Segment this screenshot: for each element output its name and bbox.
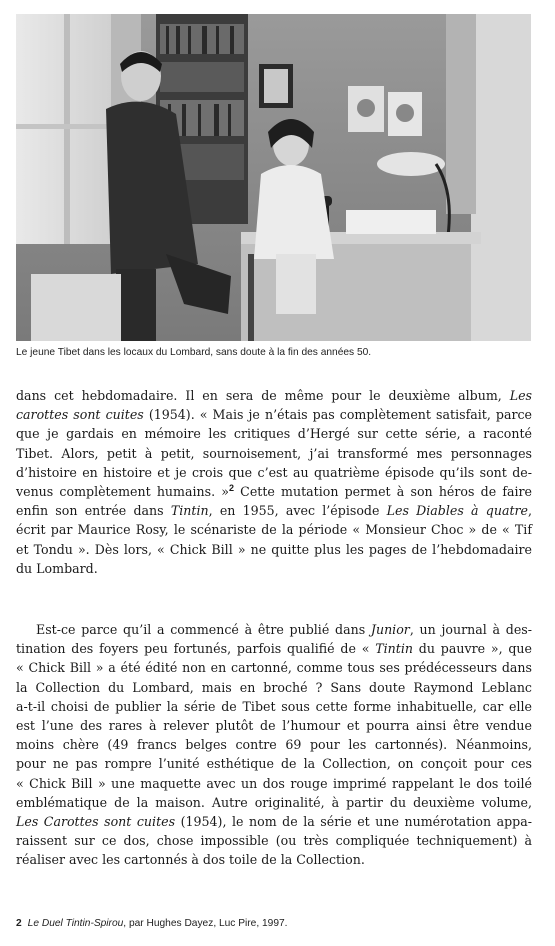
text-line: carottes sont cuites (1954). « Mais je n’étais pas complètement satisfait, parce [16, 407, 533, 423]
text-line: Tibet. Alors, petit à petit, sournoisement, j’ai transformé mes personnages [16, 445, 532, 461]
text-line: réaliser avec les cartonnés à dos toile de la Collection. [16, 852, 365, 868]
photograph [16, 14, 531, 341]
text-line: que je gardais en mémoire les critiques d’Hergé sur cette série, a raconté [16, 426, 532, 442]
text-line: a-t-il choisi de publier la série de Tibet sous cette forme inhabituelle, car elle [16, 698, 532, 714]
text-line: moins chère (49 francs belges contre 69 pour les cartonnés). Néanmoins, [16, 737, 532, 753]
text-line: la Collection du Lombard, mais en broché ? Sans doute Raymond Leblanc [16, 679, 532, 695]
text-line: venus complètement humains. »$^2$ Cette mutation permet à son héros de faire [16, 483, 532, 500]
text-line: « Chick Bill » une maquette avec un dos rouge imprimé rappelant le dos toilé [16, 775, 532, 791]
text-line: emblématique de la maison. Autre originalité, à partir du deuxième volume, [16, 794, 532, 810]
footnote-citation: , par Hughes Dayez, Luc Pire, 1997. [123, 918, 288, 929]
footnote-reference[interactable]: 2 [228, 483, 234, 494]
text-line: du Lombard. [16, 560, 98, 576]
text-line: écrit par Maurice Rosy, le scénariste de la période « Monsieur Choc » de « Tif [16, 522, 532, 538]
text-line: raissent sur ce dos, chose impossible (ou très compliquée techniquement) à [16, 833, 532, 849]
text-line: pour ne pas rompre l’unité esthétique de la Collection, on conçoit pour ces [16, 756, 532, 772]
text-line: « Chick Bill » a été édité non en cartonné, comme tous ses prédécesseurs dans [16, 660, 532, 676]
footnote [16, 918, 288, 929]
footnote-number: 2 [16, 918, 22, 929]
text-line: est l’une des rares à relever plutôt de l’humour et pourra ainsi être vendue [16, 718, 532, 734]
body-paragraph-2 [16, 620, 532, 870]
photo-caption: Le jeune Tibet dans les locaux du Lombard, sans doute à la fin des années 50. [16, 347, 372, 358]
text-line: d’histoire en histoire et je crois que c’est au quatrième épisode qu’ils sont de- [16, 464, 532, 480]
photograph-office-scene-icon [16, 14, 531, 341]
text-line: et Tondu ». Dès lors, « Chick Bill » ne quitte plus les pages de l’hebdomadaire [16, 541, 532, 557]
text-line: tination des foyers peu fortunés, parfois qualifié de « Tintin du pauvre », que [16, 641, 532, 657]
body-paragraph-1 [16, 386, 532, 578]
text-line: dans cet hebdomadaire. Il en sera de même pour le deuxième album, Les [16, 388, 532, 403]
text-line: Les Carottes sont cuites (1954), le nom de la série et une numérotation appa- [16, 814, 532, 830]
text-line: enfin son entrée dans Tintin, en 1955, avec l’épisode Les Diables à quatre, [16, 503, 533, 519]
text-line: Est-ce parce qu’il a commencé à être publié dans Junior, un journal à des- [36, 622, 532, 637]
footnote-title: Le Duel Tintin-Spirou [27, 918, 124, 929]
